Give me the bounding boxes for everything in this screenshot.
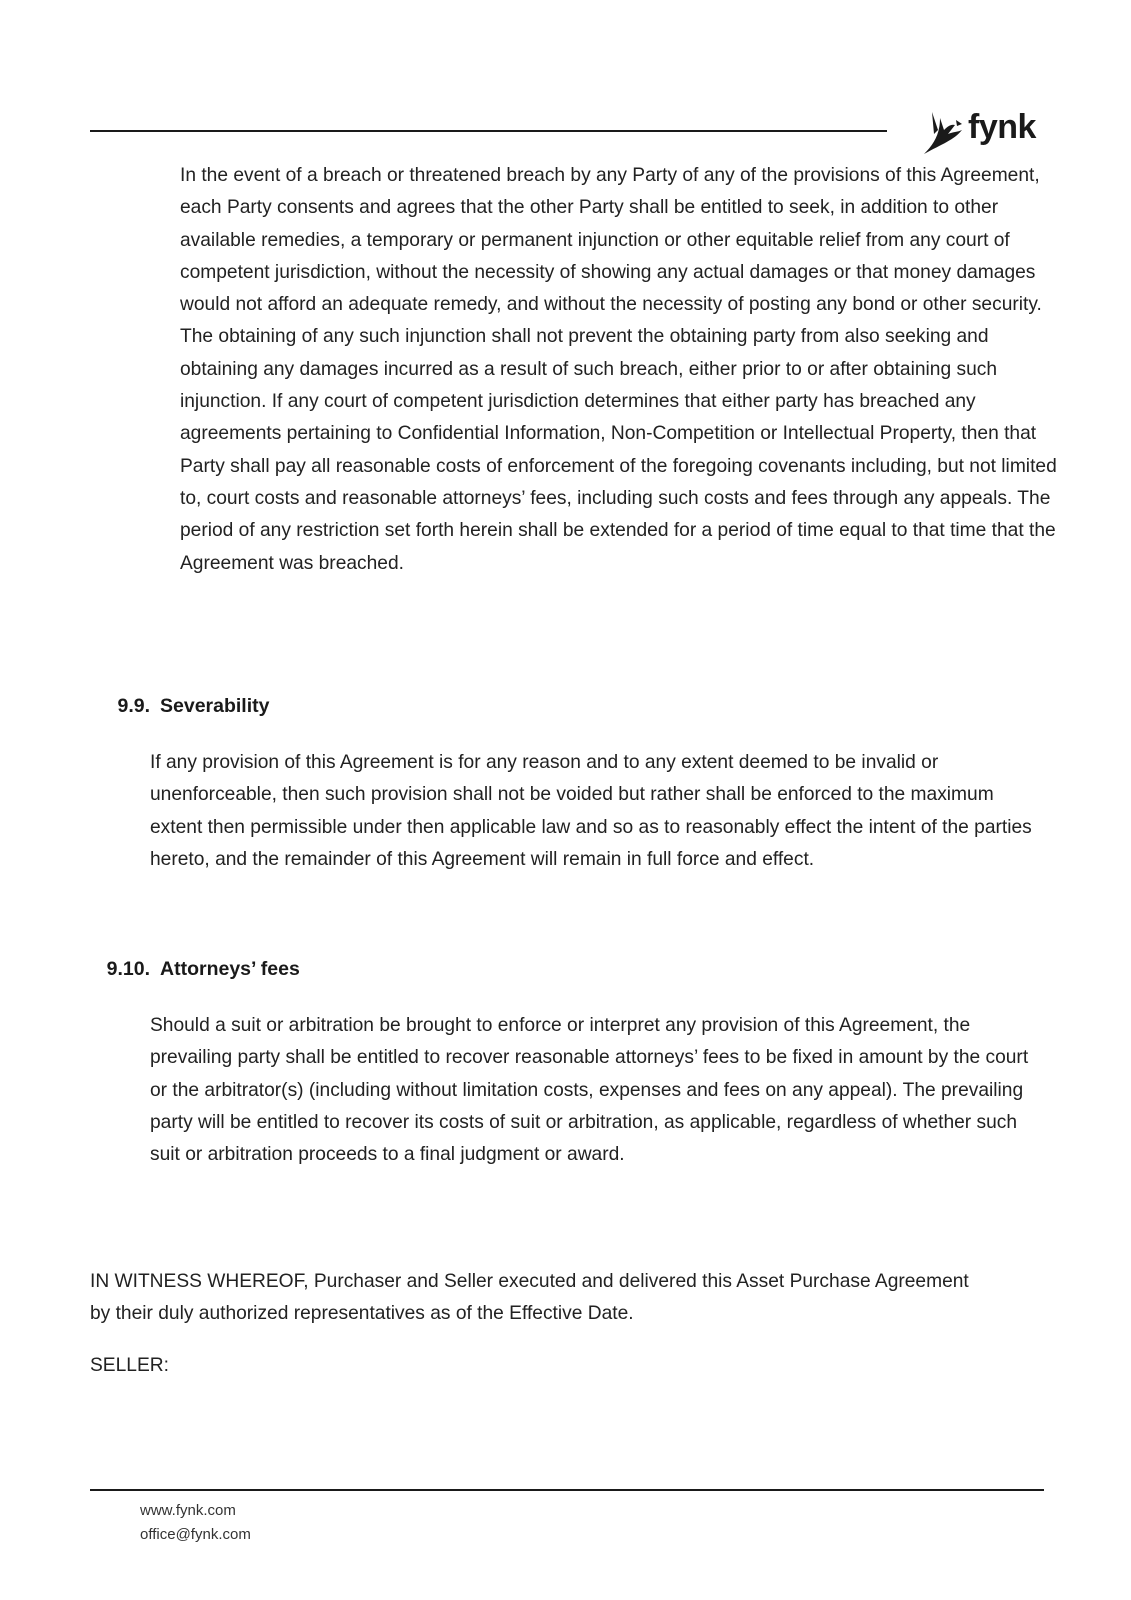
attorneys-fees-paragraph: Should a suit or arbitration be brought to enforce or interpret any provision of this Agreement, the prevailing party shall be entitled to recover reasonable attorneys’ fees to be fixed in amount by the court or the arbitrator(s) (including without limitation costs, expenses and fees on any appeal). The prevailing party will be entitled to recover its costs of suit or arbitration, as applicable, regardless of whether such suit or arbitration proceeds to a final judgment or award. — [150, 1015, 1029, 1166]
section-number: 9.10. — [106, 958, 150, 980]
header-rule — [90, 130, 887, 132]
witness-statement: IN WITNESS WHEREOF, Purchaser and Seller executed and delivered this Asset Purchase Agreement by their duly authorized representatives as of the Effective Date. — [90, 1271, 969, 1325]
bird-logo-icon — [918, 104, 966, 160]
footer-rule — [90, 1489, 1044, 1491]
brand-name: fynk — [968, 107, 1036, 146]
section-heading-severability — [90, 695, 269, 718]
breach-remedies-paragraph: In the event of a breach or threatened breach by any Party of any of the provisions of this Agreement, each Party consents and agrees that the other Party shall be entitled to seek, in addition to other available remedies, a temporary or permanent injunction or other equitable relief from any court of competent jurisdiction, without the necessity of showing any actual damages or that money damages would not afford an adequate remedy, and without the necessity of posting any bond or other security. The obtaining of any such injunction shall not prevent the obtaining party from also seeking and obtaining any damages incurred as a result of such breach, either prior to or after obtaining such injunction. If any court of competent jurisdiction determines that either party has breached any agreements pertaining to Confidential Information, Non-Competition or Intellectual Property, then that Party shall pay all reasonable costs of enforcement of the foregoing covenants including, but not limited to, court costs and reasonable attorneys’ fees, including such costs and fees through any appeals. The period of any restriction set forth herein shall be extended for a period of time equal to that time that the Agreement was breached. — [180, 165, 1057, 574]
footer-website: www.fynk.com — [140, 1502, 236, 1519]
section-title: Severability — [160, 695, 270, 717]
footer-email: office@fynk.com — [140, 1526, 251, 1543]
section-number: 9.9. — [117, 695, 150, 717]
brand-logo — [918, 103, 1036, 161]
seller-signature-label: SELLER: — [90, 1355, 169, 1376]
severability-paragraph: If any provision of this Agreement is for any reason and to any extent deemed to be invalid or unenforceable, then such provision shall not be voided but rather shall be enforced to the maximum extent then permissible under then applicable law and so as to reasonably effect the intent of the parties hereto, and the remainder of this Agreement will remain in full force and effect. — [150, 752, 1032, 870]
section-title: Attorneys’ fees — [160, 958, 300, 980]
section-heading-attorneys-fees — [90, 958, 300, 981]
